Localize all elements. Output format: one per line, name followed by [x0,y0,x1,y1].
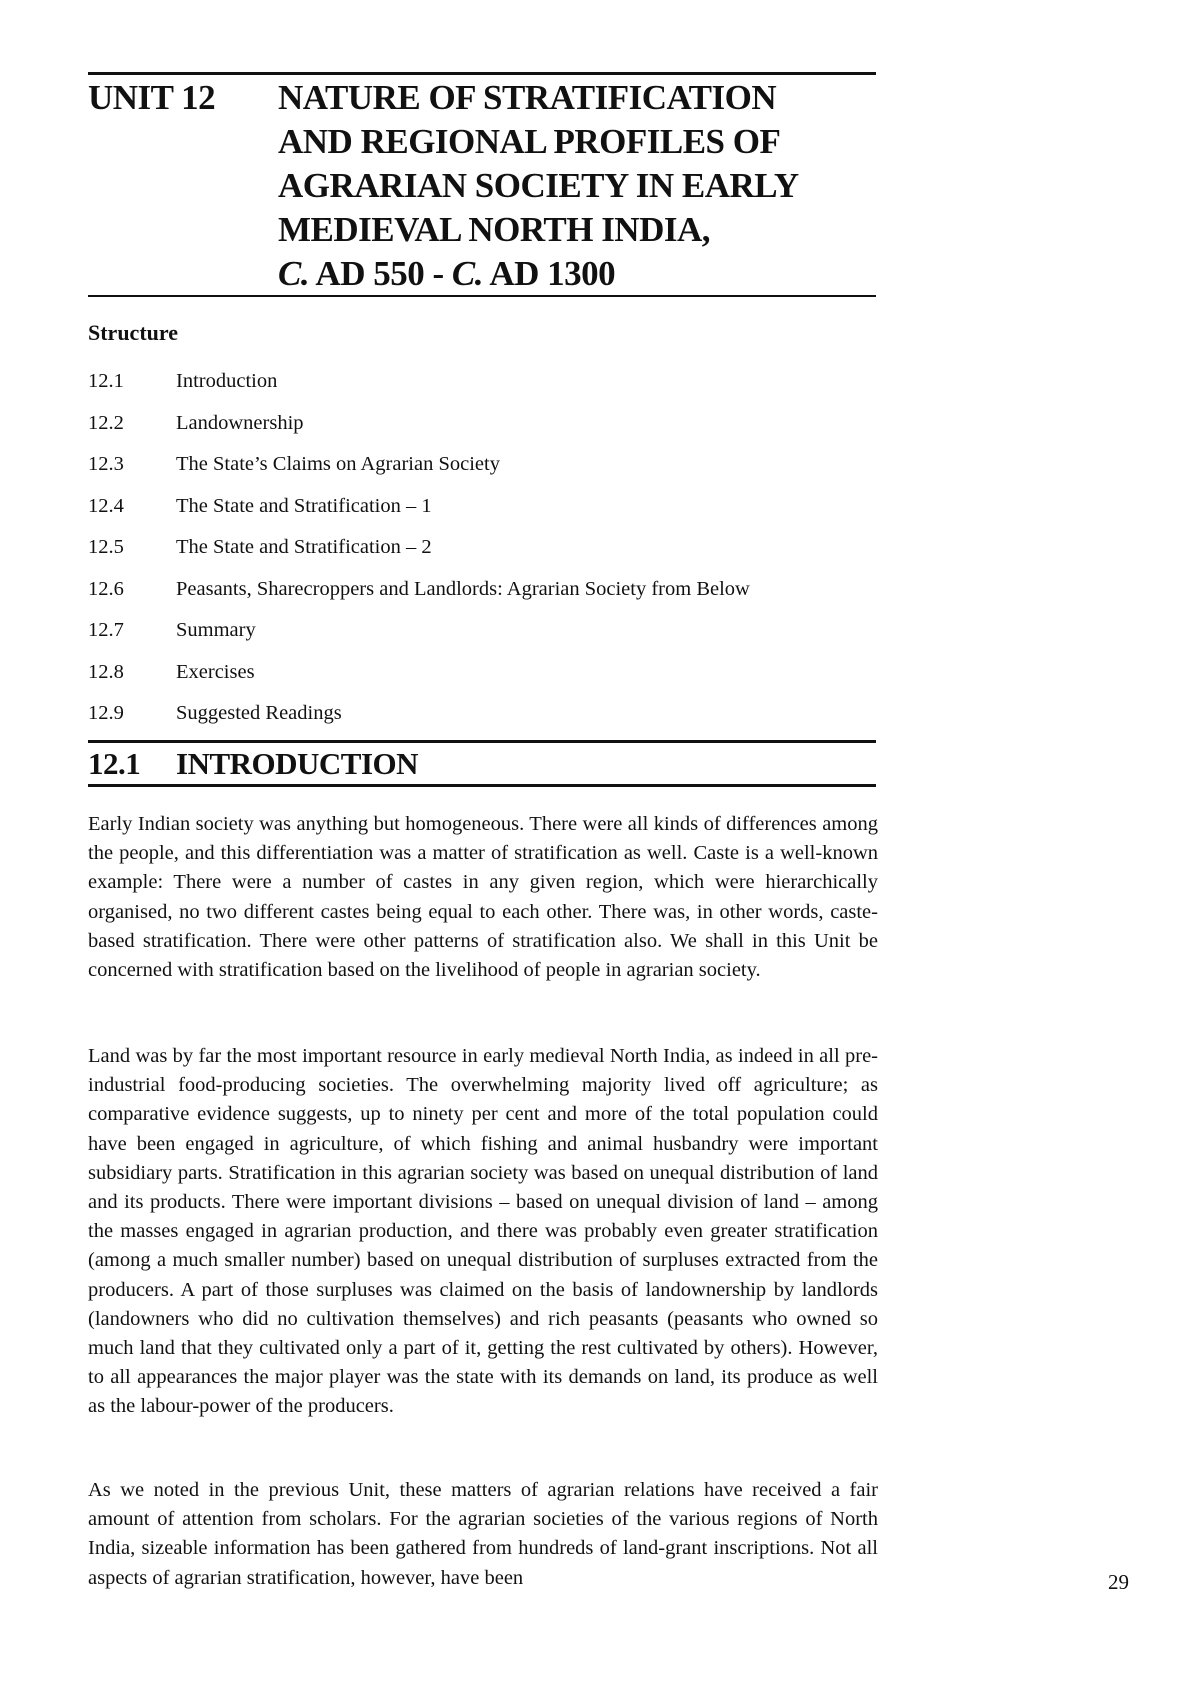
structure-item [88,412,888,454]
structure-item-number: 12.3 [88,453,124,475]
structure-item [88,536,888,578]
body-paragraph: As we noted in the previous Unit, these matters of agrarian relations have received a fair amount of attention from scholars. For the agrarian societies of the various regions of North India, sizeable information has been gathered from hundreds of land-grant inscriptions. Not all aspects of agrarian stratification, however, have been [88,1479,878,1589]
unit-title-line: AGRARIAN SOCIETY IN EARLY [278,166,799,205]
structure-item-number: 12.4 [88,494,124,517]
section-title: INTRODUCTION [176,746,419,781]
circa-2: C. [451,254,483,293]
date-start: AD 550 - [309,254,452,293]
structure-item [88,661,888,703]
page-number: 29 [1108,1570,1129,1594]
structure-item-number: 12.5 [88,536,124,558]
structure-item-number: 12.7 [88,619,124,641]
body-paragraph: Land was by far the most important resource in early medieval North India, as indeed in all pre-industrial food-producing societies. The overwhelming majority lived off agriculture; as comparative evidence suggests, up to ninety per cent and more of the total population could have been engaged in agriculture, of which fishing and animal husbandry were important subsidiary parts. Stratification in this agrarian society was based on unequal distribution of land and its products. There were important divisions – based on unequal division of land – among the masses engaged in agrarian production, and there was probably even greater stratification (among a much smaller number) based on unequal distribution of surpluses extracted from the producers. A part of those surpluses was claimed on the basis of landownership by landlords (landowners who did no cultivation themselves) and rich peasants (peasants who owned so much land that they cultivated only a part of it, getting the rest cultivated by others). However, to all appearances the major player was the state with its demands on land, its produce as well as the labour-power of the producers. [88,1045,878,1418]
heading-bottom-rule [88,295,876,297]
unit-title-line: MEDIEVAL NORTH INDIA, [278,210,711,249]
structure-item-label: Peasants, Sharecroppers and Landlords: Agrarian Society from Below [176,577,750,600]
structure-item [88,453,888,495]
structure-item [88,370,888,412]
structure-item-label: Summary [176,619,256,641]
structure-item-label: Landownership [176,411,304,434]
date-end: AD 1300 [483,254,616,293]
unit-date-line [278,252,878,296]
unit-title [278,76,878,296]
unit-number: UNIT 12 [88,78,216,117]
section-bottom-rule [88,784,876,787]
structure-item-label: Exercises [176,660,255,683]
structure-item-number: 12.1 [88,370,124,392]
structure-item-label: The State’s Claims on Agrarian Society [176,453,500,475]
body-paragraph: Early Indian society was anything but homogeneous. There were all kinds of differences among the people, and this differentiation was a matter of stratification as well. Caste is a well-known example: There were a number of castes in any given region, which were hierarchically organised, no two different castes being equal to each other. There was, in other words, caste-based stratification. There were other patterns of stratification also. We shall in this Unit be concerned with stratification based on the livelihood of people in agrarian society. [88,813,878,982]
structure-item-label: Suggested Readings [176,702,342,724]
structure-item [88,702,888,744]
structure-item-number: 12.9 [88,702,124,724]
structure-item [88,495,888,537]
structure-list [88,370,888,744]
structure-item-label: The State and Stratification – 2 [176,536,432,558]
unit-title-line: NATURE OF STRATIFICATION [278,78,777,117]
structure-item [88,619,888,661]
structure-item-label: Introduction [176,370,278,392]
unit-title-line: AND REGIONAL PROFILES OF [278,122,781,161]
structure-item [88,578,888,620]
structure-item-number: 12.6 [88,577,124,600]
top-rule [88,72,876,75]
structure-item-label: The State and Stratification – 1 [176,494,432,517]
section-top-rule [88,740,876,743]
section-number: 12.1 [88,746,141,781]
circa-1: C. [278,254,310,293]
structure-item-number: 12.8 [88,660,124,683]
structure-label: Structure [88,320,179,345]
structure-item-number: 12.2 [88,411,124,434]
